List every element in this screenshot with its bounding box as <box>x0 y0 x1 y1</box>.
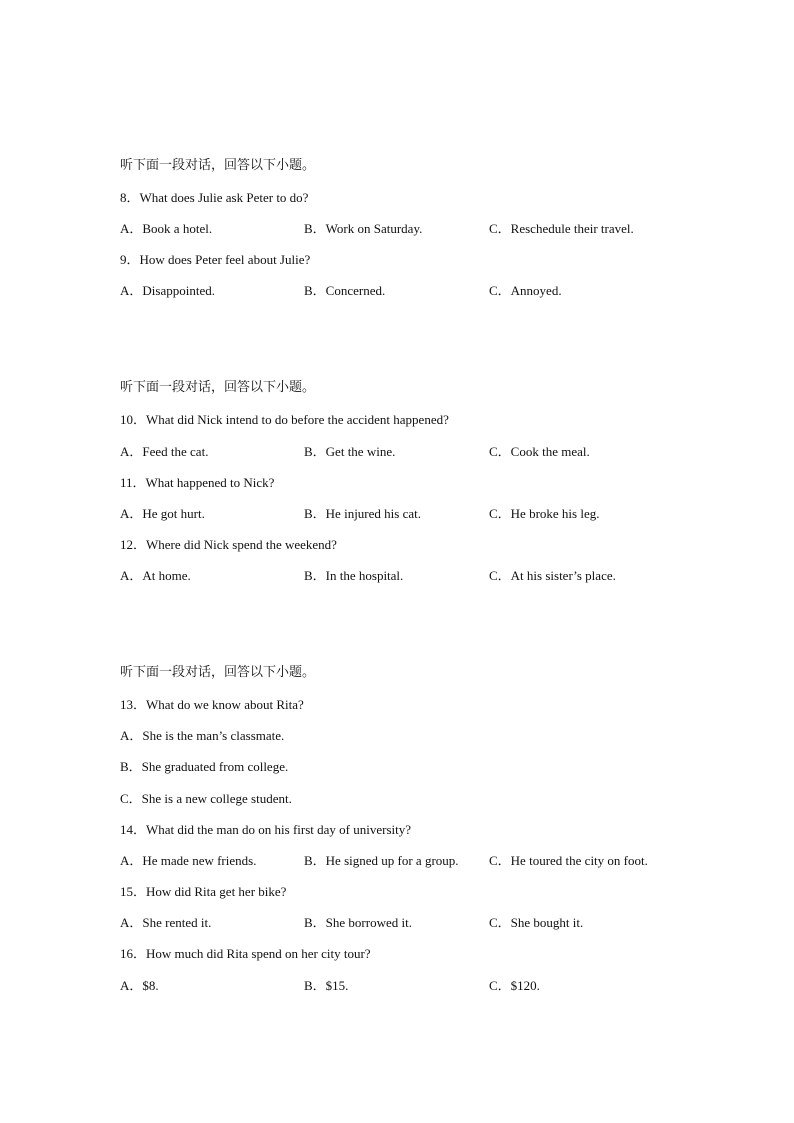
question-stem: 15．How did Rita get her bike? <box>120 884 287 899</box>
section-instruction: 听下面一段对话，回答以下小题。 <box>120 158 316 173</box>
option-a: A．Book a hotel. <box>120 221 213 236</box>
question-stem: 14．What did the man do on his first day of university? <box>120 822 412 837</box>
question-stem: 8．What does Julie ask Peter to do? <box>120 190 309 205</box>
option-b: B．Get the wine. <box>304 444 396 459</box>
option-b: B．She graduated from college. <box>120 759 289 774</box>
option-c: C．Reschedule their travel. <box>489 221 634 236</box>
option-b: B．He injured his cat. <box>304 506 421 521</box>
option-a: A．Disappointed. <box>120 283 215 298</box>
question-stem: 13．What do we know about Rita? <box>120 697 304 712</box>
section-instruction: 听下面一段对话，回答以下小题。 <box>120 380 316 395</box>
option-a: A．At home. <box>120 568 191 583</box>
question-stem: 11．What happened to Nick? <box>120 475 275 490</box>
option-a: A．She rented it. <box>120 915 212 930</box>
option-a: A．He got hurt. <box>120 506 205 521</box>
option-c: C．He toured the city on foot. <box>489 853 648 868</box>
option-b: B．She borrowed it. <box>304 915 412 930</box>
option-b: B．He signed up for a group. <box>304 853 459 868</box>
section-instruction: 听下面一段对话，回答以下小题。 <box>120 665 316 680</box>
option-c: C．Annoyed. <box>489 283 562 298</box>
question-stem: 12．Where did Nick spend the weekend? <box>120 537 337 552</box>
option-c: C．She bought it. <box>489 915 584 930</box>
option-c: C．$120. <box>489 978 540 993</box>
question-stem: 10．What did Nick intend to do before the accident happened? <box>120 412 449 427</box>
option-c: C．Cook the meal. <box>489 444 590 459</box>
option-c: C．At his sister’s place. <box>489 568 616 583</box>
option-c: C．He broke his leg. <box>489 506 600 521</box>
option-c: C．She is a new college student. <box>120 791 292 806</box>
option-b: B．Concerned. <box>304 283 386 298</box>
option-b: B．Work on Saturday. <box>304 221 423 236</box>
option-a: A．She is the man’s classmate. <box>120 728 285 743</box>
question-stem: 9．How does Peter feel about Julie? <box>120 252 311 267</box>
option-a: A．Feed the cat. <box>120 444 209 459</box>
option-b: B．$15. <box>304 978 349 993</box>
option-b: B．In the hospital. <box>304 568 404 583</box>
option-a: A．He made new friends. <box>120 853 257 868</box>
question-stem: 16．How much did Rita spend on her city tour? <box>120 946 371 961</box>
option-a: A．$8. <box>120 978 159 993</box>
